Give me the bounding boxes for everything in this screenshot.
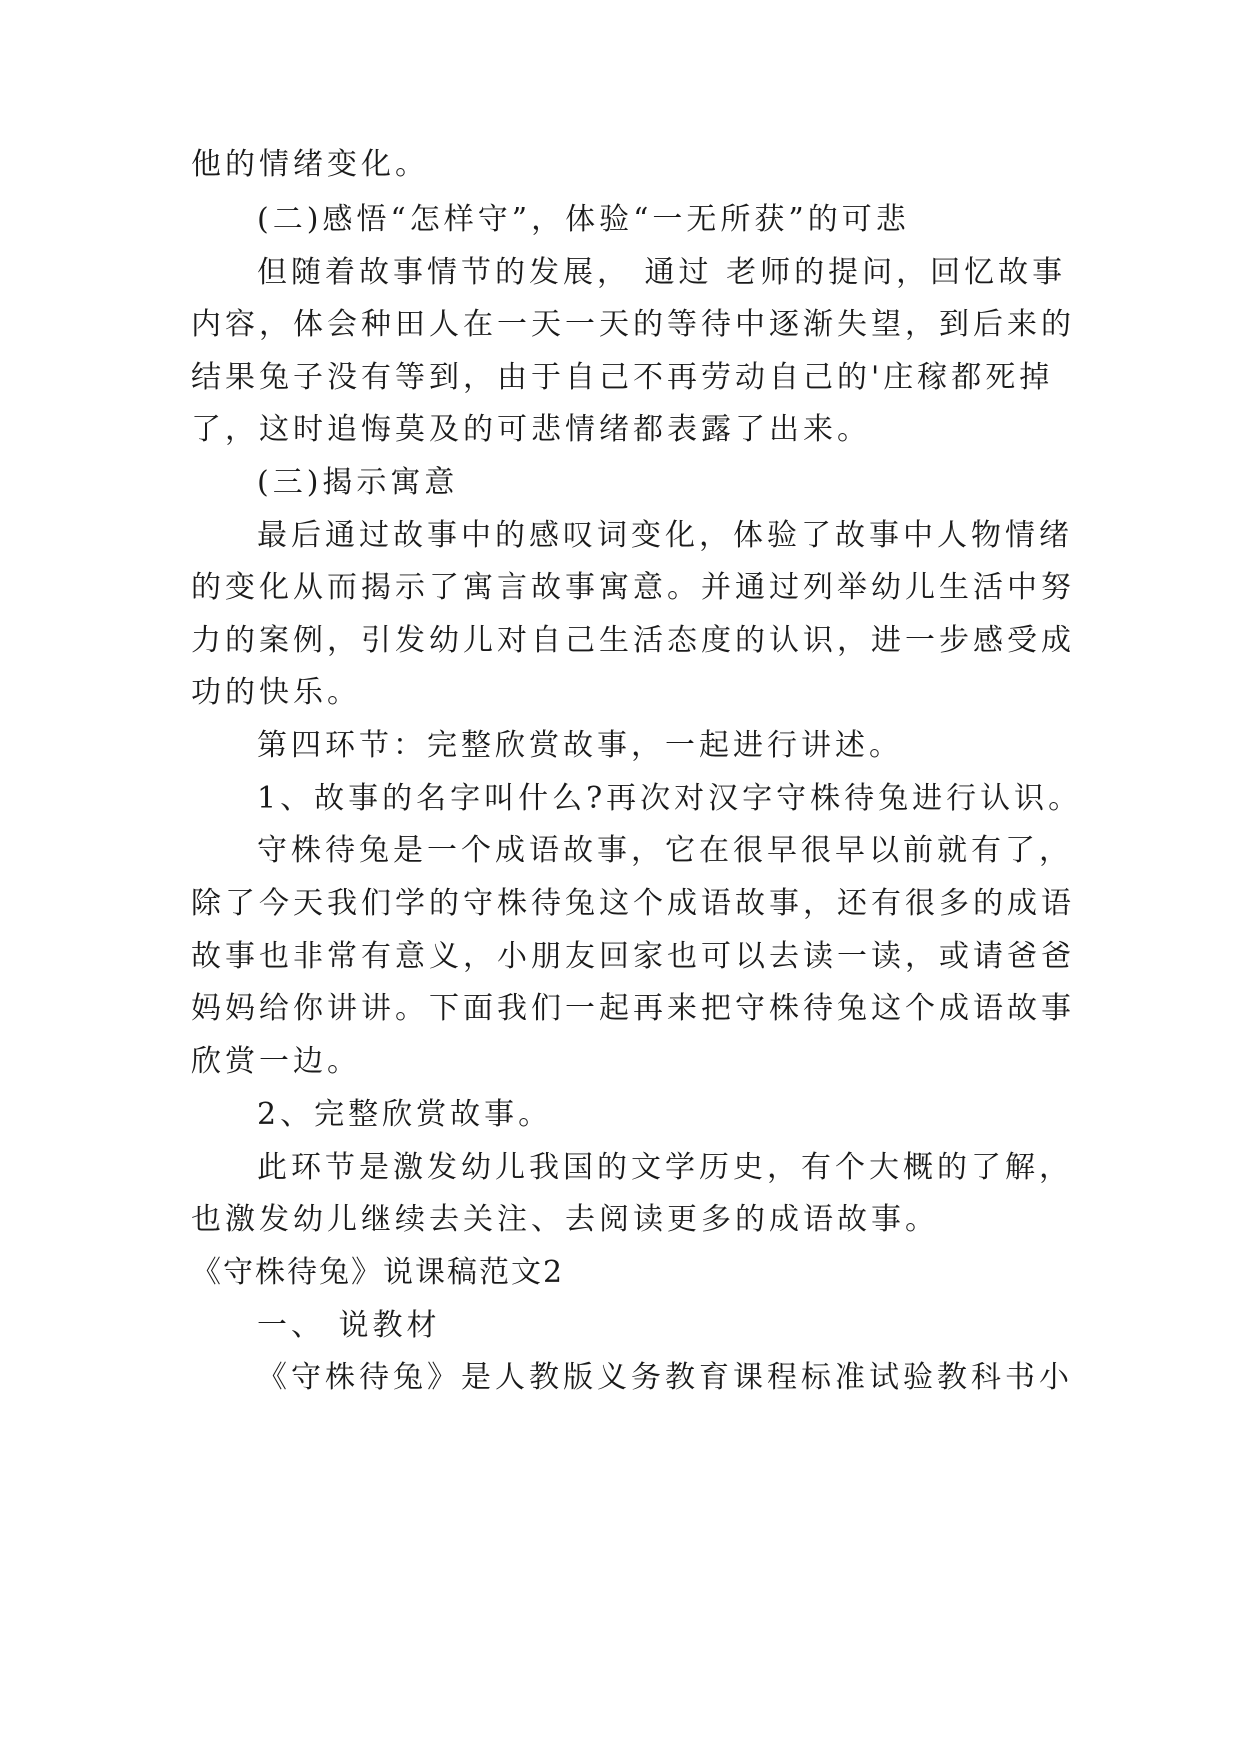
document-heading: 《守株待兔》说课稿范文2 (191, 1255, 565, 1290)
paragraph-line: 故事也非常有意义，小朋友回家也可以去读一读，或请爸爸 (191, 939, 1075, 974)
paragraph-line: 除了今天我们学的守株待兔这个成语故事，还有很多的成语 (191, 886, 1075, 921)
section-heading: (二)感悟“怎样守”，体验“一无所获”的可悲 (257, 202, 910, 237)
paragraph-line: 最后通过故事中的感叹词变化，体验了故事中人物情绪 (257, 518, 1073, 553)
paragraph-line: 第四环节：完整欣赏故事，一起进行讲述。 (257, 728, 903, 763)
paragraph-line: 内容，体会种田人在一天一天的等待中逐渐失望，到后来的 (191, 307, 1075, 342)
paragraph-line: 但随着故事情节的发展， 通过 老师的提问，回忆故事 (257, 255, 1067, 290)
paragraph-line: 结果兔子没有等到，由于自己不再劳动自己的'庄稼都死掉 (191, 360, 1054, 395)
paragraph-line: 《守株待兔》是人教版义务教育课程标准试验教科书小 (257, 1360, 1073, 1395)
paragraph-line: 妈妈给你讲讲。下面我们一起再来把守株待兔这个成语故事 (191, 991, 1075, 1026)
paragraph-line: 了，这时追悔莫及的可悲情绪都表露了出来。 (191, 412, 871, 447)
section-heading: 一、 说教材 (257, 1308, 441, 1343)
paragraph-line: 此环节是激发幼儿我国的文学历史，有个大概的了解， (257, 1150, 1073, 1185)
paragraph-line: 功的快乐。 (191, 675, 361, 710)
paragraph-line: 2、完整欣赏故事。 (257, 1097, 553, 1132)
paragraph-line: 也激发幼儿继续去关注、去阅读更多的成语故事。 (191, 1202, 939, 1237)
paragraph-line: 欣赏一边。 (191, 1044, 361, 1079)
paragraph-line: 1、故事的名字叫什么?再次对汉字守株待兔进行认识。 (257, 781, 1083, 816)
paragraph-line: 力的案例，引发幼儿对自己生活态度的认识，进一步感受成 (191, 623, 1075, 658)
section-heading: (三)揭示寓意 (257, 465, 459, 500)
paragraph-line: 的变化从而揭示了寓言故事寓意。并通过列举幼儿生活中努 (191, 570, 1075, 605)
paragraph-line: 他的情绪变化。 (191, 147, 429, 182)
paragraph-line: 守株待兔是一个成语故事，它在很早很早以前就有了， (257, 833, 1073, 868)
